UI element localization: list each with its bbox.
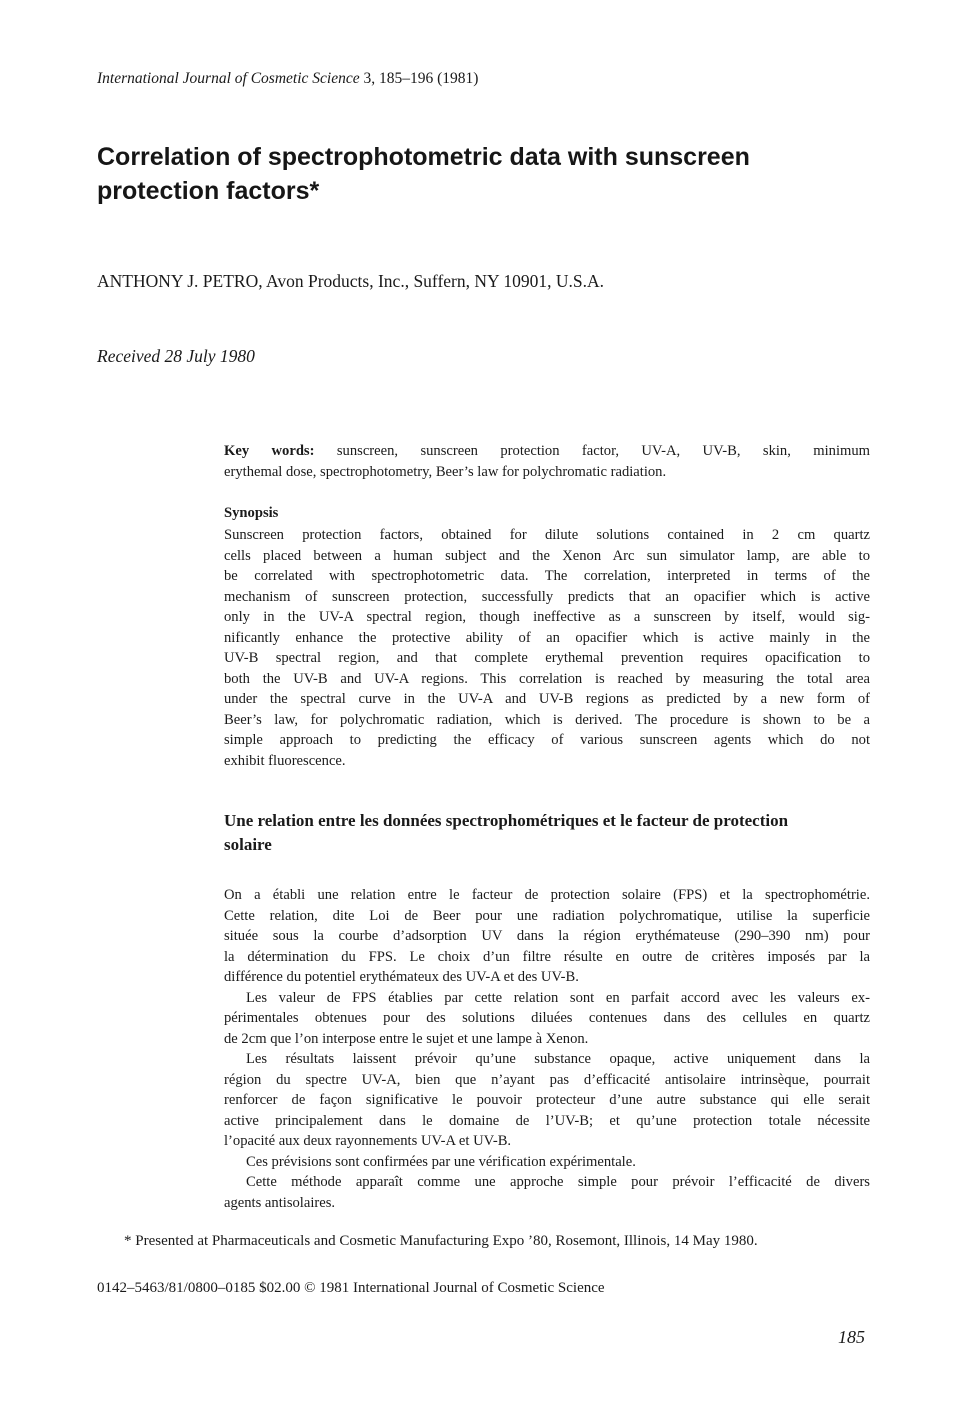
title-line: protection factors* [97,177,320,205]
french-abstract-heading [224,809,870,857]
synopsis-line: exhibit fluorescence. [224,752,346,769]
french-paragraph [224,885,870,988]
title-line: Correlation of spectrophotometric data with sunscreen [97,143,750,171]
french-line: région du spectre UV-A, bien que n’ayant pas d’efficacité antisolaire intrinsèque, pourrait [224,1071,870,1088]
french-line: la détermination du FPS. Le choix d’un filtre résulte en outre de critères imposés par la [224,948,870,965]
french-line: différence du potentiel erythémateux des UV-A et des UV-B. [224,969,579,985]
received-date: Received 28 July 1980 [97,346,255,366]
volume-pages-year: 3, 185–196 (1981) [363,70,479,87]
synopsis-line: nificantly enhance the protective ability of an opacifier which is active mainly in the [224,629,870,646]
synopsis-line: UV-B spectral region, and that complete erythemal prevention requires opacification to [224,650,870,666]
presentation-footnote: * Presented at Pharmaceuticals and Cosmetic Manufacturing Expo ’80, Rosemont, Illinois, 14 May 1980. [124,1233,758,1249]
keywords [224,441,870,482]
synopsis-heading: Synopsis [224,505,279,521]
synopsis-body [224,525,870,771]
french-paragraph [224,1172,870,1213]
journal-name: International Journal of Cosmetic Science [97,70,360,87]
french-line: Ces prévisions sont confirmées par une vérification expérimentale. [246,1153,636,1170]
synopsis-line: Sunscreen protection factors, obtained for dilute solutions contained in 2 cm quartz [224,527,870,543]
french-heading-line: solaire [224,835,272,854]
synopsis-line: both the UV-B and UV-A regions. This correlation is reached by measuring the total area [224,670,870,687]
keywords-line: erythemal dose, spectrophotometry, Beer’s law for polychromatic radiation. [224,463,667,480]
page-number: 185 [838,1327,865,1347]
synopsis-line: cells placed between a human subject and the Xenon Arc sun simulator lamp, are able to [224,547,870,564]
synopsis-line: Beer’s law, for polychromatic radiation, which is derived. The procedure is shown to be a [224,711,870,728]
french-line: renforcer de façon significative le pouvoir protecteur d’une autre substance qui elle serait [224,1092,870,1108]
synopsis-line: only in the UV-A spectral region, though ineffective as a sunscreen by itself, would sig- [224,609,870,625]
french-line: On a établi une relation entre le facteur de protection solaire (FPS) et la spectrophométrie. [224,887,870,903]
french-line: Les valeur de FPS établies par cette relation sont en parfait accord avec les valeurs ex- [246,989,870,1006]
keywords-line [224,441,870,462]
synopsis-line: mechanism of sunscreen protection, successfully predicts that an opacifier which is active [224,588,870,605]
journal-citation [97,70,478,88]
synopsis-line: simple approach to predicting the efficacy of various sunscreen agents which do not [224,732,870,748]
keywords-label: Key words: [224,443,315,459]
french-line: de 2cm que l’on interpose entre le sujet et une lampe à Xenon. [224,1030,589,1047]
french-line: Cette relation, dite Loi de Beer pour une radiation polychromatique, utilise la superficie [224,907,870,924]
french-paragraph [224,988,870,1050]
french-line: Cette méthode apparaît comme une approche simple pour prévoir l’efficacité de divers [246,1174,870,1190]
synopsis-line: under the spectral curve in the UV-A and UV-B regions as predicted by a new form of [224,691,870,707]
keywords-text: sunscreen, sunscreen protection factor, UV-A, UV-B, skin, minimum [336,443,871,459]
french-line: l’opacité aux deux rayonnements UV-A et UV-B. [224,1133,512,1149]
french-line: agents antisolaires. [224,1194,336,1211]
french-line: située sous la courbe d’adsorption UV dans la région erythémateuse (290–390 nm) pour [224,928,870,944]
french-line: active principalement dans le domaine de l’UV-B; et qu’une protection totale nécessite [224,1112,870,1129]
french-line: périmentales obtenues pour des solutions diluées contenues dans des cellules en quartz [224,1010,870,1026]
copyright-line: 0142–5463/81/0800–0185 $02.00 © 1981 International Journal of Cosmetic Science [97,1280,605,1296]
synopsis-line: be correlated with spectrophotometric data. The correlation, interpreted in terms of the [224,568,870,584]
author-affiliation: ANTHONY J. PETRO, Avon Products, Inc., Suffern, NY 10901, U.S.A. [97,271,604,291]
french-abstract-body [224,885,870,1213]
french-paragraph [224,1049,870,1152]
article-title [97,140,857,208]
french-paragraph [224,1152,870,1173]
french-heading-line: Une relation entre les données spectrophométriques et le facteur de protection [224,811,789,830]
french-line: Les résultats laissent prévoir qu’une substance opaque, active uniquement dans la [246,1051,870,1067]
